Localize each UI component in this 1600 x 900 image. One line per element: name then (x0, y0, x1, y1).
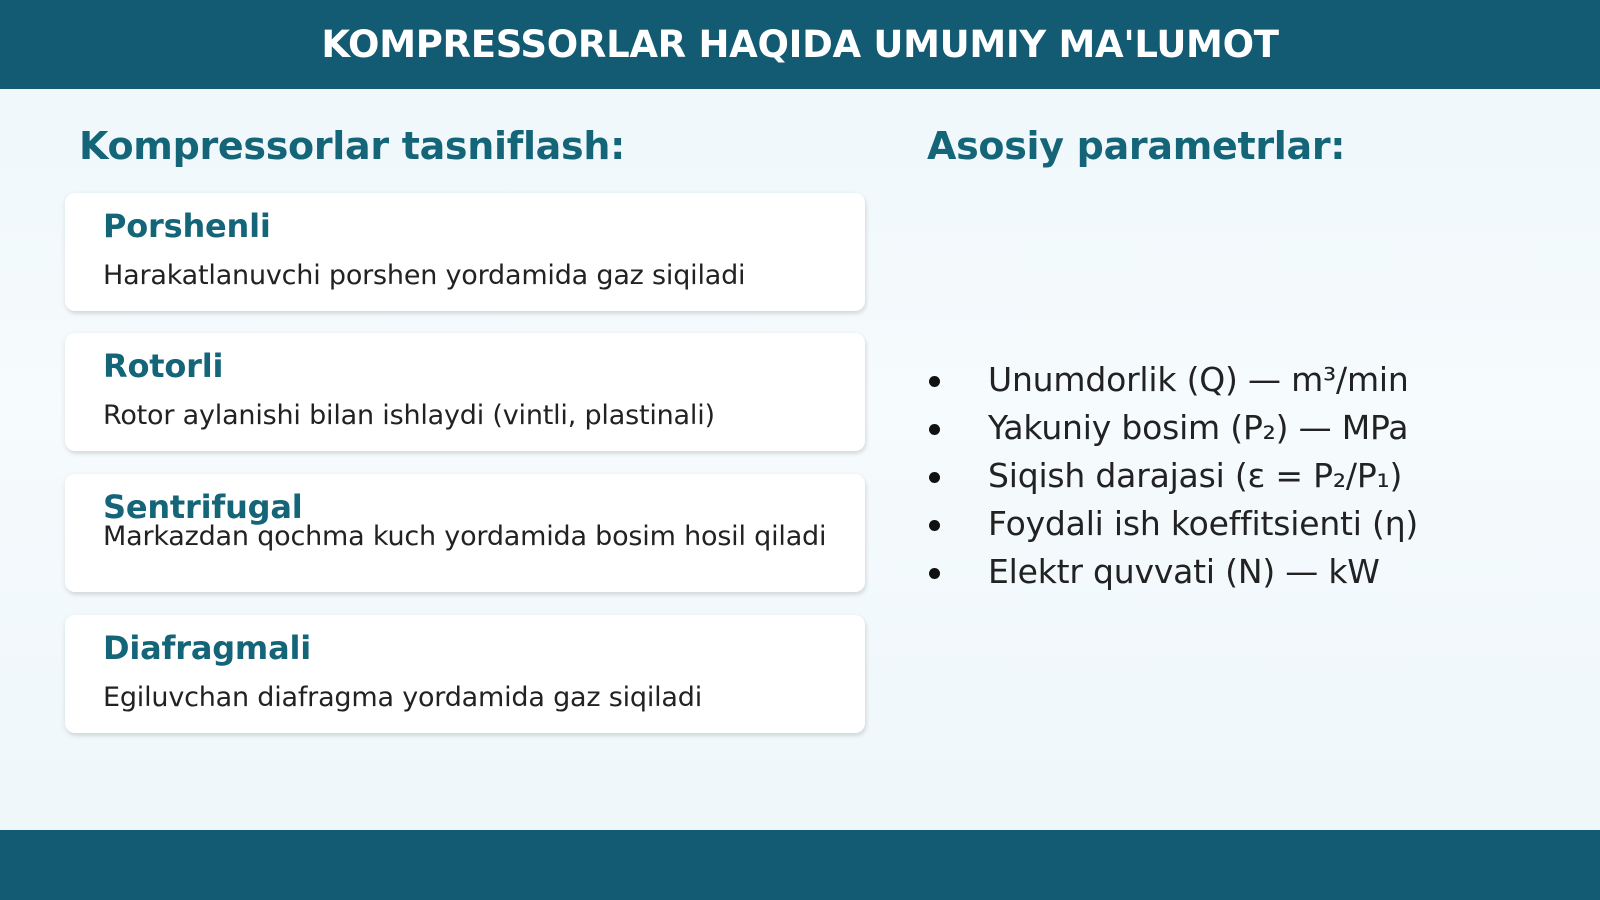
card-description: Egiluvchan diafragma yordamida gaz siqiladi (103, 682, 703, 713)
bullet-icon (929, 424, 940, 435)
card-porshenli (65, 193, 865, 311)
list-item (925, 356, 1418, 404)
classification-heading: Kompressorlar tasniflash: (79, 124, 625, 168)
card-description: Rotor aylanishi bilan ishlaydi (vintli, plastinali) (103, 400, 715, 431)
footer-bar (0, 830, 1600, 900)
param-text: Unumdorlik (Q) — m³/min (988, 360, 1409, 399)
param-text: Siqish darajasi (ε = P₂/P₁) (988, 456, 1403, 495)
card-description: Harakatlanuvchi porshen yordamida gaz siqiladi (103, 260, 746, 291)
bullet-icon (929, 568, 940, 579)
param-text: Foydali ish koeffitsienti (η) (988, 504, 1419, 543)
param-text: Yakuniy bosim (P₂) — MPa (988, 408, 1409, 447)
page-title: KOMPRESSORLAR HAQIDA UMUMIY MA'LUMOT (321, 23, 1279, 66)
list-item (925, 500, 1418, 548)
card-title: Sentrifugal (103, 488, 303, 526)
bullet-icon (929, 376, 940, 387)
card-title: Porshenli (103, 207, 271, 245)
card-rotorli (65, 333, 865, 451)
title-bar (0, 0, 1600, 89)
parameters-list (925, 356, 1418, 596)
parameters-heading: Asosiy parametrlar: (927, 124, 1346, 168)
bullet-icon (929, 520, 940, 531)
param-text: Elektr quvvati (N) — kW (988, 552, 1380, 591)
list-item (925, 452, 1418, 500)
card-title: Rotorli (103, 347, 224, 385)
card-sentrifugal (65, 474, 865, 592)
card-description: Markazdan qochma kuch yordamida bosim hosil qiladi (103, 521, 827, 552)
bullet-icon (929, 472, 940, 483)
list-item (925, 548, 1418, 596)
card-title: Diafragmali (103, 629, 312, 667)
list-item (925, 404, 1418, 452)
card-diafragmali (65, 615, 865, 733)
